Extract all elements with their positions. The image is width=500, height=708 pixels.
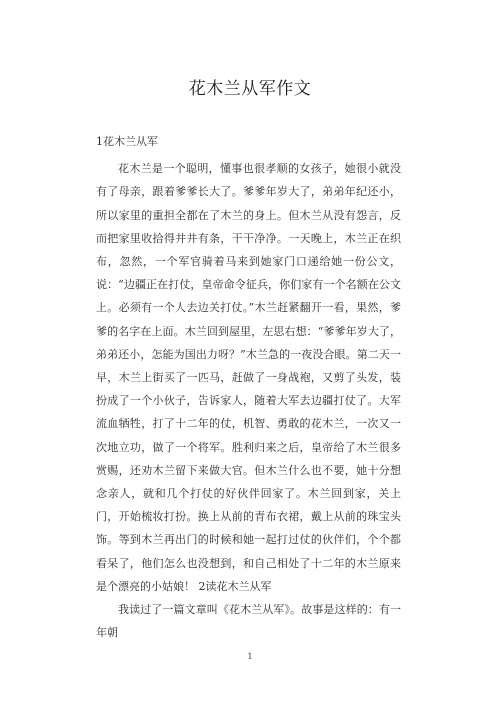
document-title: 花木兰从军作文 [188,79,312,99]
paragraph-1 [96,157,401,598]
page-number: 1 [247,652,253,661]
paragraph-2: 我读过了一篇文章叫《花木兰从军》。故事是这样的：有一年朝 [96,603,401,640]
section-heading-1: 1花木兰从军 [96,135,158,148]
document-body [96,130,401,644]
paragraph-1-text: 花木兰是一个聪明，懂事也很孝顺的女孩子，她很小就没有了母亲，跟着爹爹长大了。爹爹年岁大了，弟弟年纪还小，所以家里的重担全都在了木兰的身上。但木兰从没有怨言，反而把家里收拾得井井有条，干干净净。一天晚上，木兰正在织布，忽然，一个军官骑着马来到她家门口递给她一份公文，说：“边疆正在打仗，皇帝命令征兵，你们家有一个名额在公文上。必须有一个人去边关打仗。”木兰赶紧翻开一看，果然，爹爹的名字在上面。木兰回到屋里，左思右想：“爹爹年岁大了，弟弟还小，怎能为国出力呀？”木兰急的一夜没合眼。第二天一早，木兰上街买了一匹马，赶做了一身战袍，又剪了头发，装扮成了一个小伙子，告诉家人，随着大军去边疆打仗了。大军流血牺牲，打了十二年的仗，机智、勇敢的花木兰，一次又一次地立功，做了一个将军。胜利归来之后，皇帝给了木兰很多赏赐，还劝木兰留下来做大官。但木兰什么也不要，她十分想念亲人，就和几个打仗的好伙伴回家了。木兰回到家，关上门，开始梳妆打扮。换上从前的青布衣裙，戴上从前的珠宝头饰。等到木兰再出门的时候和她一起打过仗的伙伴们，个个都看呆了，他们怎么也没想到，和自己相处了十二年的木兰原来是个漂亮的小姑娘！ [96,162,401,593]
section-heading-2: 2读花木兰从军 [198,579,272,593]
